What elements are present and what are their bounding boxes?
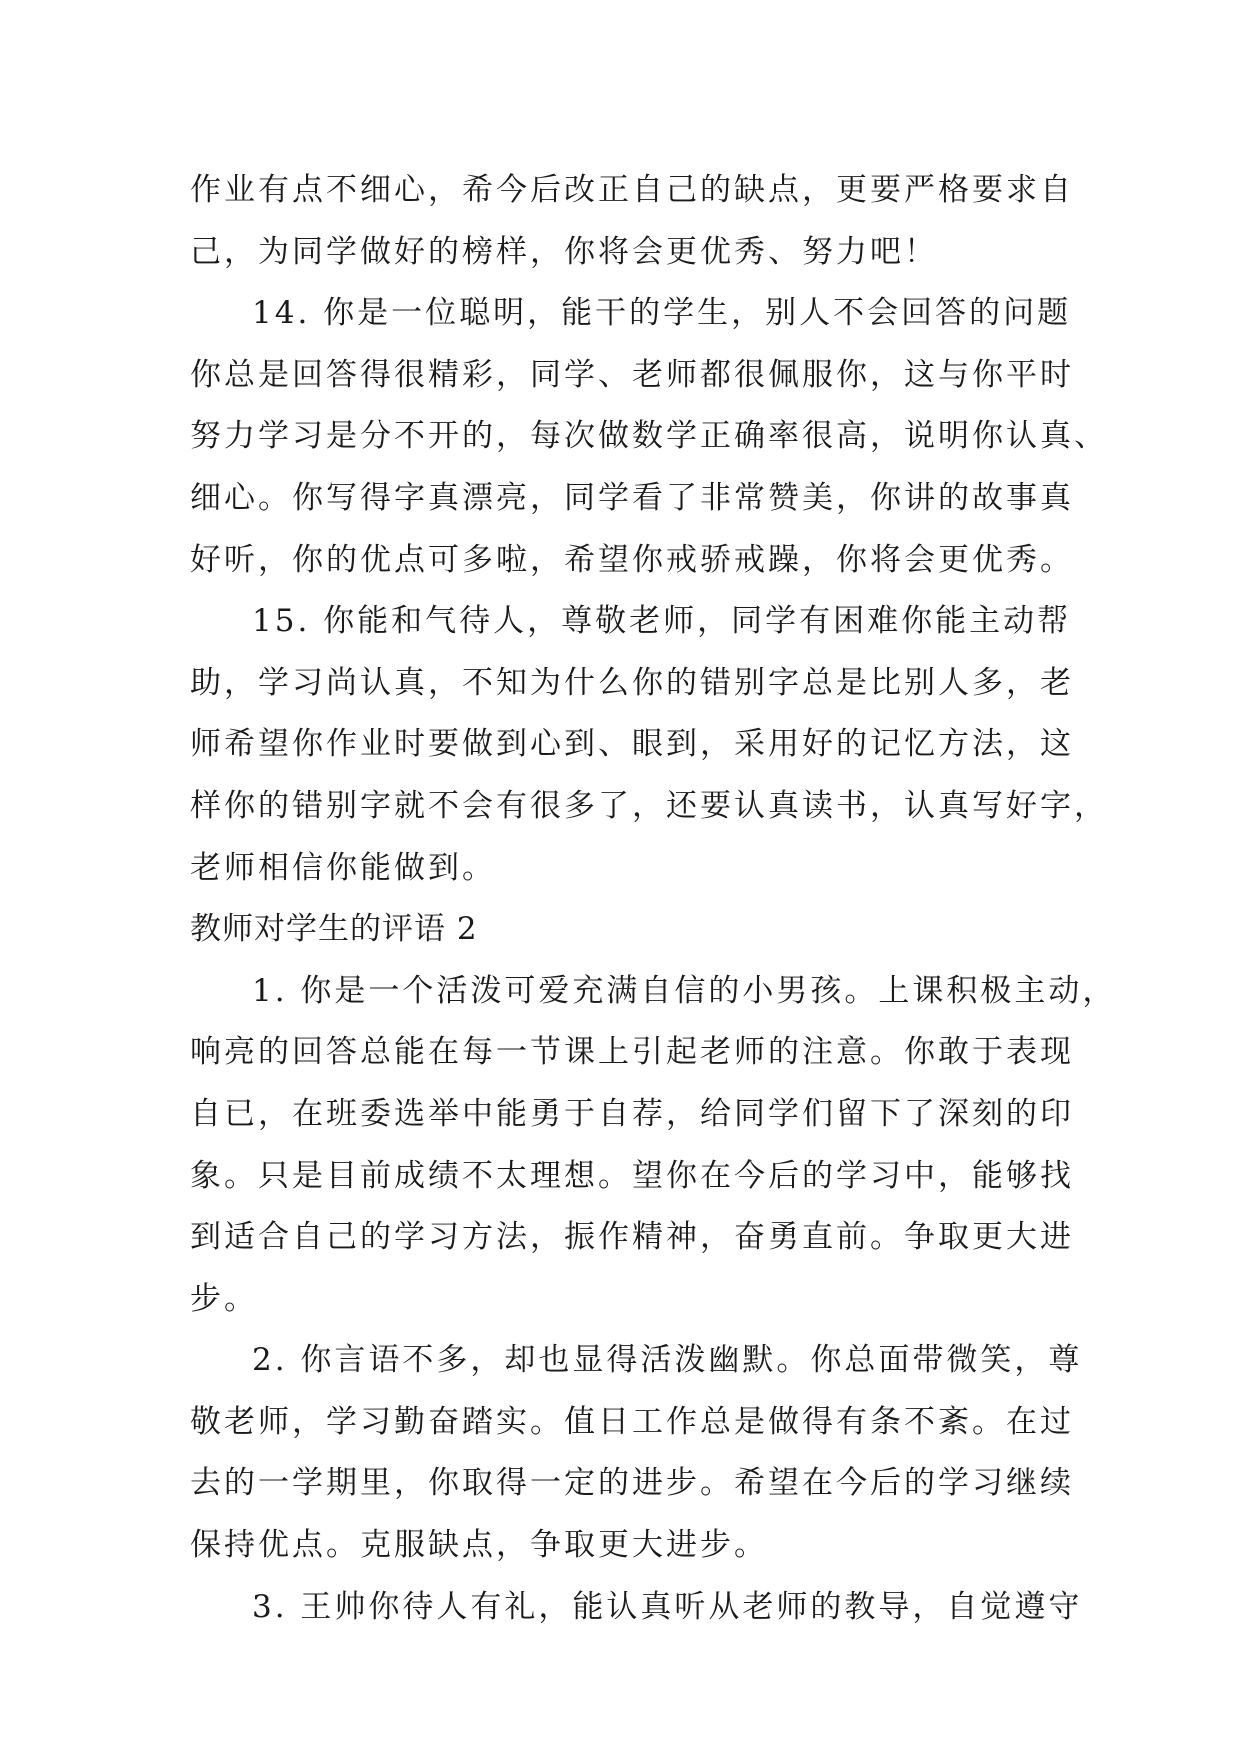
text-line: 步。 <box>190 1280 258 1317</box>
text-line: 好听，你的优点可多啦，希望你戒骄戒躁，你将会更优秀。 <box>190 541 1074 578</box>
section-heading: 教师对学生的评语 2 <box>190 911 478 948</box>
text-line: 象。只是目前成绩不太理想。望你在今后的学习中，能够找 <box>190 1157 1074 1194</box>
text-line: 去的一学期里，你取得一定的进步。希望在今后的学习继续 <box>190 1465 1074 1502</box>
paragraph-1-start: 1. 你是一个活泼可爱充满自信的小男孩。上课积极主动， <box>252 972 1117 1009</box>
text-line: 师希望你作业时要做到心到、眼到，采用好的记忆方法，这 <box>190 726 1074 763</box>
text-line: 老师相信你能做到。 <box>190 849 496 886</box>
text-line: 敬老师，学习勤奋踏实。值日工作总是做得有条不紊。在过 <box>190 1403 1074 1440</box>
text-line: 助，学习尚认真，不知为什么你的错别字总是比别人多，老 <box>190 664 1074 701</box>
paragraph-15-start: 15. 你能和气待人，尊敬老师，同学有困难你能主动帮 <box>252 603 1072 640</box>
text-line: 响亮的回答总能在每一节课上引起老师的注意。你敢于表现 <box>190 1034 1074 1071</box>
paragraph-2-start: 2. 你言语不多，却也显得活泼幽默。你总面带微笑，尊 <box>252 1342 1083 1379</box>
text-line: 己，为同学做好的榜样，你将会更优秀、努力吧！ <box>190 233 938 270</box>
text-line: 你总是回答得很精彩，同学、老师都很佩服你，这与你平时 <box>190 356 1074 393</box>
text-line: 作业有点不细心，希今后改正自己的缺点，更要严格要求自 <box>190 172 1074 208</box>
text-line: 细心。你写得字真漂亮，同学看了非常赞美，你讲的故事真 <box>190 479 1074 516</box>
text-line: 努力学习是分不开的，每次做数学正确率很高，说明你认真、 <box>190 418 1108 455</box>
paragraph-14-start: 14. 你是一位聪明，能干的学生，别人不会回答的问题 <box>252 295 1072 332</box>
text-line: 保持优点。克服缺点，争取更大进步。 <box>190 1527 768 1564</box>
text-line: 自已，在班委选举中能勇于自荐，给同学们留下了深刻的印 <box>190 1095 1074 1132</box>
document-body <box>190 160 1117 1638</box>
text-line: 到适合自己的学习方法，振作精神，奋勇直前。争取更大进 <box>190 1219 1074 1256</box>
text-line: 样你的错别字就不会有很多了，还要认真读书，认真写好字， <box>190 787 1108 824</box>
paragraph-3-start: 3. 王帅你待人有礼，能认真听从老师的教导，自觉遵守 <box>252 1588 1083 1625</box>
